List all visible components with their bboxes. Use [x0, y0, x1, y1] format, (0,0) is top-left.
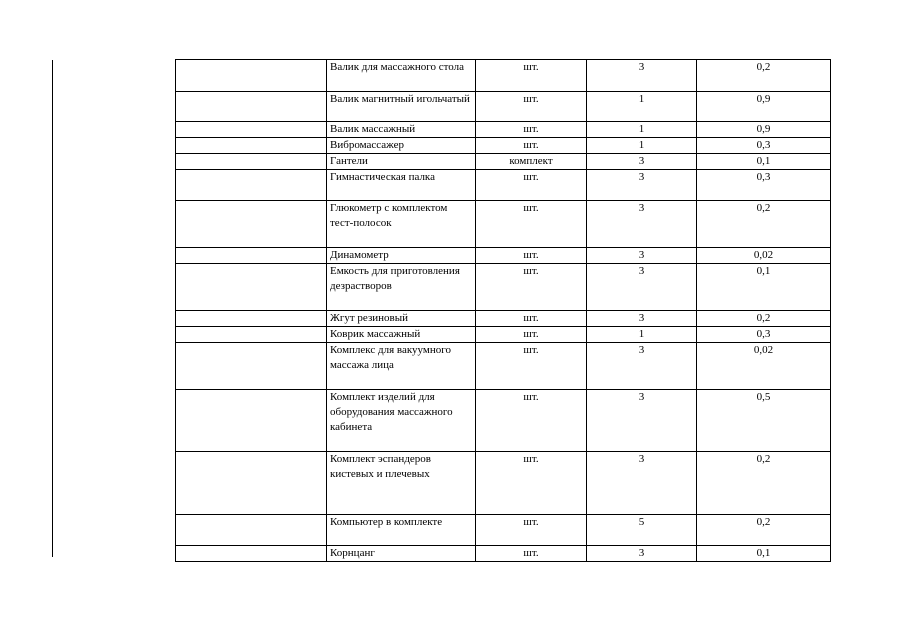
- blank-cell: [176, 452, 327, 515]
- item-value: 0,02: [697, 248, 831, 264]
- table-row: [176, 343, 831, 390]
- item-name: Компьютер в комплекте: [327, 515, 476, 546]
- item-unit: шт.: [476, 138, 587, 154]
- item-quantity: 3: [587, 248, 697, 264]
- item-name: Жгут резиновый: [327, 311, 476, 327]
- item-unit: шт.: [476, 264, 587, 311]
- item-name: Комплект изделий для оборудования массажного кабинета: [327, 390, 476, 452]
- item-unit: шт.: [476, 311, 587, 327]
- table-row: [176, 311, 831, 327]
- item-value: 0,02: [697, 343, 831, 390]
- item-value: 0,3: [697, 327, 831, 343]
- blank-cell: [176, 60, 327, 92]
- item-quantity: 3: [587, 60, 697, 92]
- item-quantity: 3: [587, 390, 697, 452]
- item-name: Гантели: [327, 154, 476, 170]
- item-value: 0,2: [697, 515, 831, 546]
- table-row: [176, 390, 831, 452]
- table-row: [176, 170, 831, 201]
- blank-cell: [176, 170, 327, 201]
- item-name: Емкость для приготовления дезрастворов: [327, 264, 476, 311]
- item-name: Комплект эспандеров кистевых и плечевых: [327, 452, 476, 515]
- item-name: Комплекс для вакуумного массажа лица: [327, 343, 476, 390]
- blank-cell: [176, 154, 327, 170]
- item-unit: шт.: [476, 122, 587, 138]
- item-name: Динамометр: [327, 248, 476, 264]
- item-name: Валик магнитный игольчатый: [327, 92, 476, 122]
- item-quantity: 3: [587, 546, 697, 562]
- item-quantity: 1: [587, 138, 697, 154]
- item-name: Валик массажный: [327, 122, 476, 138]
- blank-cell: [176, 248, 327, 264]
- page-margin-line: [52, 60, 53, 557]
- item-quantity: 1: [587, 92, 697, 122]
- item-unit: шт.: [476, 60, 587, 92]
- item-name: Корнцанг: [327, 546, 476, 562]
- item-value: 0,3: [697, 138, 831, 154]
- item-value: 0,2: [697, 452, 831, 515]
- item-quantity: 5: [587, 515, 697, 546]
- item-name: Вибромассажер: [327, 138, 476, 154]
- table-row: [176, 248, 831, 264]
- blank-cell: [176, 515, 327, 546]
- blank-cell: [176, 264, 327, 311]
- item-name: Коврик массажный: [327, 327, 476, 343]
- item-value: 0,9: [697, 92, 831, 122]
- item-quantity: 3: [587, 264, 697, 311]
- item-quantity: 3: [587, 154, 697, 170]
- item-value: 0,1: [697, 546, 831, 562]
- item-value: 0,1: [697, 154, 831, 170]
- item-quantity: 3: [587, 201, 697, 248]
- table-row: [176, 92, 831, 122]
- table-row: [176, 60, 831, 92]
- item-unit: шт.: [476, 327, 587, 343]
- table-row: [176, 201, 831, 248]
- table-row: [176, 546, 831, 562]
- blank-cell: [176, 311, 327, 327]
- equipment-table: [175, 59, 831, 562]
- item-quantity: 1: [587, 327, 697, 343]
- item-value: 0,3: [697, 170, 831, 201]
- table-row: [176, 122, 831, 138]
- item-value: 0,2: [697, 201, 831, 248]
- item-unit: шт.: [476, 343, 587, 390]
- item-unit: шт.: [476, 201, 587, 248]
- item-value: 0,5: [697, 390, 831, 452]
- item-name: Гимнастическая палка: [327, 170, 476, 201]
- table-row: [176, 138, 831, 154]
- blank-cell: [176, 546, 327, 562]
- table-row: [176, 327, 831, 343]
- blank-cell: [176, 390, 327, 452]
- item-quantity: 3: [587, 311, 697, 327]
- blank-cell: [176, 92, 327, 122]
- item-value: 0,9: [697, 122, 831, 138]
- item-name: Валик для массажного стола: [327, 60, 476, 92]
- blank-cell: [176, 138, 327, 154]
- table-row: [176, 264, 831, 311]
- item-quantity: 3: [587, 452, 697, 515]
- table-row: [176, 452, 831, 515]
- blank-cell: [176, 122, 327, 138]
- item-unit: шт.: [476, 515, 587, 546]
- item-unit: комплект: [476, 154, 587, 170]
- item-unit: шт.: [476, 452, 587, 515]
- blank-cell: [176, 327, 327, 343]
- item-name: Глюкометр с комплектом тест-полосок: [327, 201, 476, 248]
- blank-cell: [176, 343, 327, 390]
- item-unit: шт.: [476, 546, 587, 562]
- table-row: [176, 515, 831, 546]
- item-value: 0,2: [697, 311, 831, 327]
- item-quantity: 3: [587, 170, 697, 201]
- item-quantity: 3: [587, 343, 697, 390]
- table-row: [176, 154, 831, 170]
- item-value: 0,2: [697, 60, 831, 92]
- item-unit: шт.: [476, 92, 587, 122]
- item-unit: шт.: [476, 390, 587, 452]
- item-value: 0,1: [697, 264, 831, 311]
- blank-cell: [176, 201, 327, 248]
- item-quantity: 1: [587, 122, 697, 138]
- item-unit: шт.: [476, 170, 587, 201]
- item-unit: шт.: [476, 248, 587, 264]
